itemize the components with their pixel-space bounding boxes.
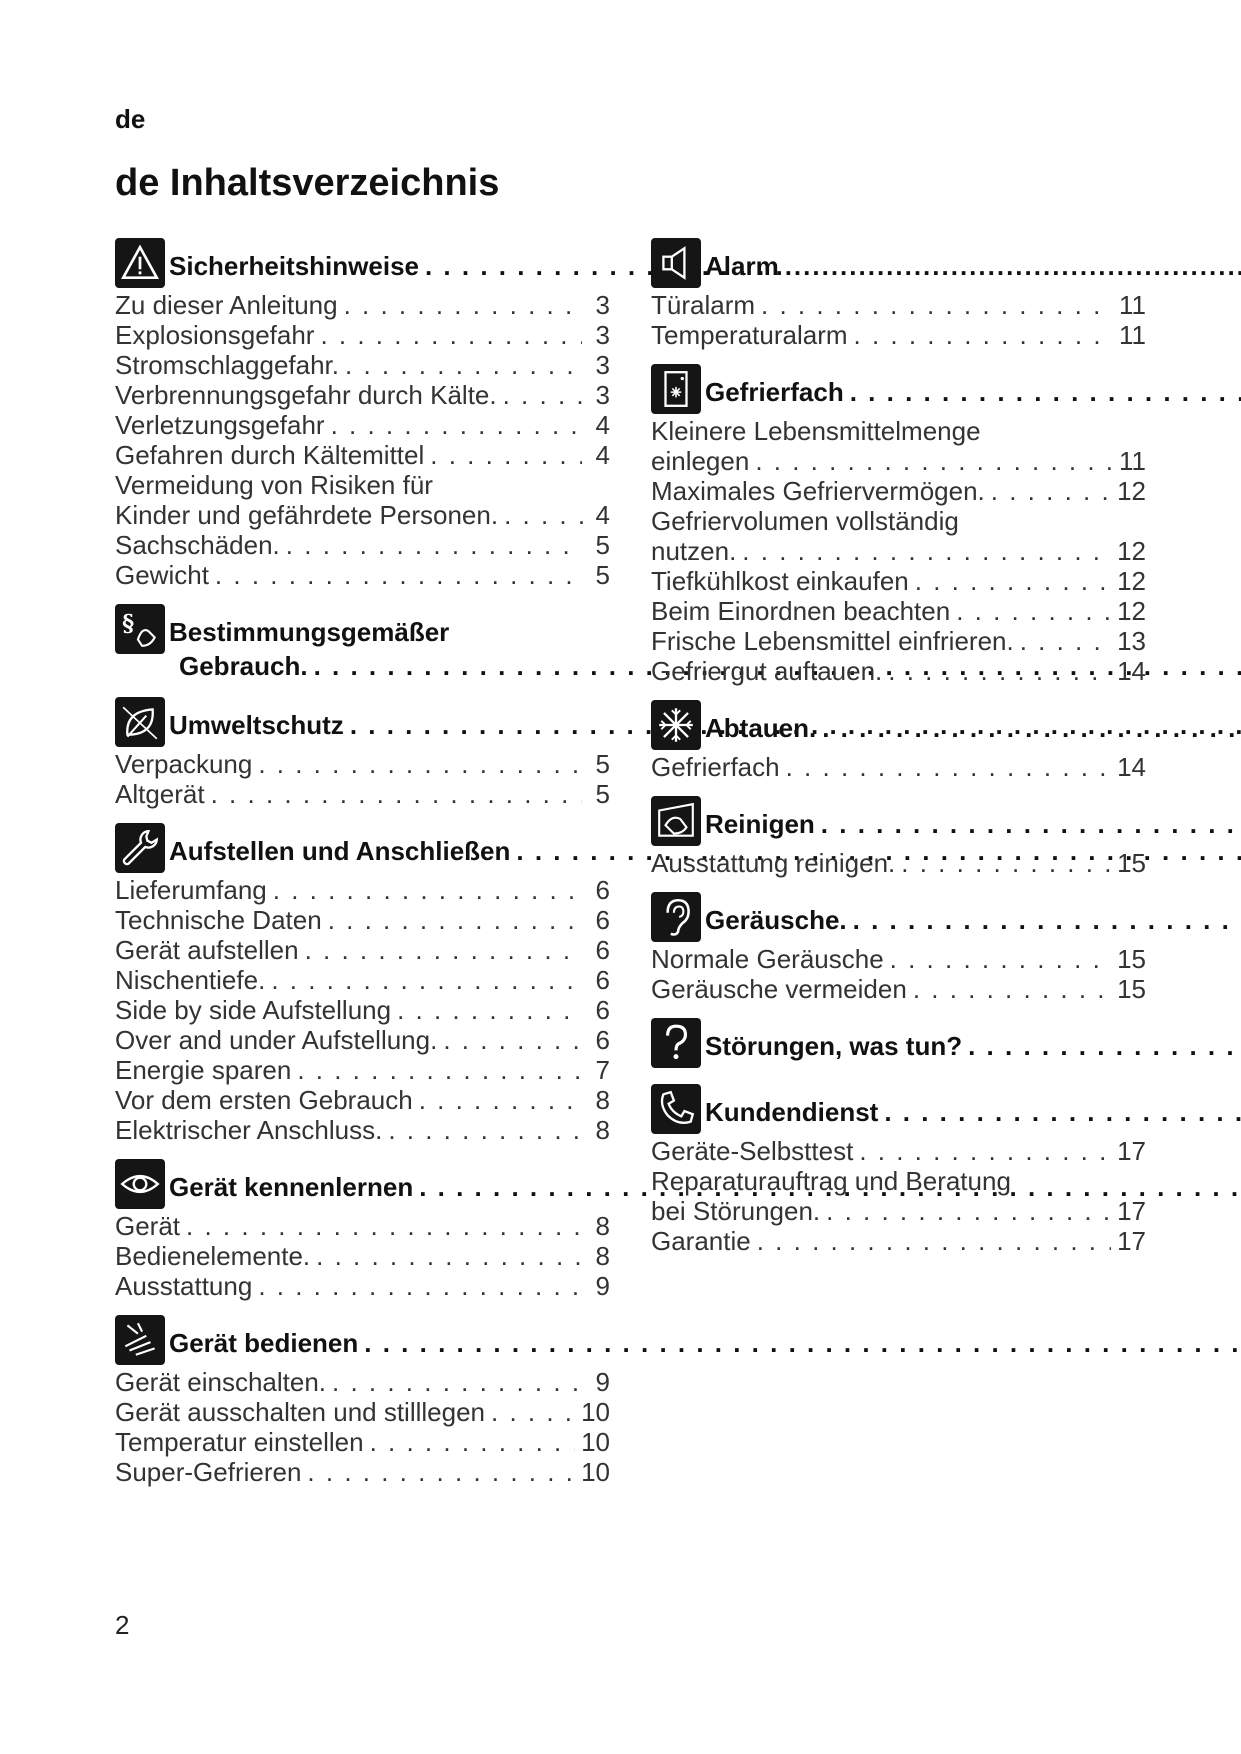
toc-entry-page: 8 — [595, 1115, 610, 1145]
leader-dots — [822, 711, 1241, 745]
toc-entry[interactable] — [115, 1241, 610, 1271]
toc-entry-page: 17 — [1117, 1226, 1146, 1256]
toc-entry-page: 5 — [595, 530, 610, 560]
toc-section-title: Reinigen — [705, 809, 815, 839]
svg-text:§: § — [122, 610, 135, 638]
toc-entry-list — [651, 1136, 1146, 1256]
leader-dots — [757, 1226, 1111, 1256]
toc-entry[interactable] — [115, 1397, 610, 1427]
leader-dots — [742, 536, 1111, 566]
toc-entry-list — [115, 290, 610, 590]
toc-section-heading[interactable] — [651, 364, 1146, 416]
toc-section-heading[interactable] — [651, 238, 1146, 290]
toc-entry[interactable] — [651, 1166, 1146, 1226]
ear-icon — [651, 892, 701, 942]
toc-entry-page: 4 — [595, 500, 610, 530]
toc-entry-text: Explosionsgefahr — [115, 320, 315, 350]
toc-entry-text: Verpackung — [115, 749, 253, 779]
toc-entry-text: Nischentiefe. — [115, 965, 266, 995]
toc-entry[interactable] — [115, 290, 610, 320]
toc-entry-text: Temperatur einstellen — [115, 1427, 364, 1457]
toc-section — [651, 1018, 1146, 1070]
toc-entry[interactable] — [651, 416, 1146, 476]
snowflake-icon — [651, 700, 701, 750]
toc-section — [651, 364, 1146, 686]
leader-dots — [332, 1367, 582, 1397]
toc-entry[interactable] — [651, 1226, 1146, 1256]
toc-entry-text: Gerät ausschalten und stilllegen — [115, 1397, 486, 1427]
toc-section-title: Geräusche. — [705, 905, 847, 935]
toc-entry-page: 6 — [595, 875, 610, 905]
toc-entry-page: 3 — [595, 320, 610, 350]
toc-entry-text: Super-Gefrieren — [115, 1457, 302, 1487]
toc-entry-text-cont: Kinder und gefährdete Personen. — [115, 500, 499, 530]
toc-entry-text: Altgerät — [115, 779, 205, 809]
toc-entry-text: Geräte-Selbsttest — [651, 1136, 854, 1166]
toc-entry-text: Vor dem ersten Gebrauch — [115, 1085, 413, 1115]
toc-entry-text: Verletzungsgefahr — [115, 410, 325, 440]
toc-entry-page: 17 — [1117, 1136, 1146, 1166]
toc-entry-page: 7 — [595, 1055, 610, 1085]
toc-entry[interactable] — [651, 566, 1146, 596]
toc-entry-page: 15 — [1117, 848, 1146, 878]
toc-section — [651, 1084, 1146, 1256]
cleaning-hand-icon — [651, 796, 701, 846]
leader-dots — [821, 807, 1241, 841]
toc-entry-page: 3 — [595, 380, 610, 410]
leader-dots — [761, 290, 1113, 320]
toc-entry[interactable] — [115, 905, 610, 935]
toc-entry-text: Frische Lebensmittel einfrieren. — [651, 626, 1014, 656]
toc-entry-page: 15 — [1117, 944, 1146, 974]
toc-entry-list — [651, 944, 1146, 1004]
toc-entry[interactable] — [115, 410, 610, 440]
toc-entry-text: Gerät — [115, 1211, 181, 1241]
toc-entry-text: Gefrierfach — [651, 752, 780, 782]
toc-entry-page: 13 — [1117, 626, 1146, 656]
toc-entry-text: Ausstattung — [115, 1271, 253, 1301]
toc-entry-page: 11 — [1119, 290, 1146, 320]
toc-entry[interactable] — [115, 1367, 610, 1397]
toc-entry-text: Elektrischer Anschluss. — [115, 1115, 383, 1145]
toc-entry-text: Gerät einschalten. — [115, 1367, 327, 1397]
toc-entry-list — [115, 875, 610, 1145]
toc-entry-text: Beim Einordnen beachten — [651, 596, 951, 626]
leader-dots — [786, 752, 1111, 782]
toc-entry[interactable] — [115, 995, 610, 1025]
toc-entry-text: Lieferumfang — [115, 875, 267, 905]
toc-entry-list — [115, 749, 610, 809]
toc-entry-page: 10 — [581, 1397, 610, 1427]
toc-entry-text: Stromschlaggefahr. — [115, 350, 340, 380]
toc-entry-text: Kleinere Lebensmittelmenge — [651, 416, 981, 446]
wrench-icon — [115, 823, 165, 873]
leader-dots — [271, 965, 582, 995]
toc-entry-text: Maximales Gefriervermögen. — [651, 476, 985, 506]
toc-entry-page: 10 — [581, 1457, 610, 1487]
leader-dots — [388, 1115, 582, 1145]
toc-section-title: Gerät kennenlernen — [169, 1172, 414, 1202]
toc-entry-page: 12 — [1117, 536, 1146, 566]
leader-dots — [211, 779, 582, 809]
toc-entry-text: Gefriervolumen vollständig — [651, 506, 959, 536]
question-icon — [651, 1018, 701, 1068]
toc-entry[interactable] — [115, 470, 610, 530]
leader-dots — [305, 935, 582, 965]
toc-section-heading[interactable] — [115, 238, 610, 290]
toc-section-heading[interactable] — [651, 700, 1146, 752]
toc-entry[interactable] — [651, 656, 1146, 686]
leader-dots — [297, 1055, 582, 1085]
leader-dots — [826, 1196, 1111, 1226]
toc-section — [115, 1315, 610, 1487]
freezer-icon — [651, 364, 701, 414]
leader-dots — [316, 1241, 582, 1271]
leader-dots — [991, 476, 1111, 506]
toc-section-title: Bestimmungsgemäßer — [169, 617, 450, 647]
toc-entry[interactable] — [115, 1085, 610, 1115]
toc-entry[interactable] — [651, 848, 1146, 878]
toc-entry-text: Technische Daten — [115, 905, 322, 935]
paragraph-hand-icon — [115, 604, 165, 654]
toc-entry[interactable] — [115, 320, 610, 350]
toc-entry-text: Temperaturalarm — [651, 320, 848, 350]
eye-icon — [115, 1159, 165, 1209]
toc-section-heading[interactable] — [651, 892, 1146, 944]
toc-entry[interactable] — [115, 1055, 610, 1085]
toc-section-title: Sicherheitshinweise — [169, 251, 419, 281]
toc-entry[interactable] — [115, 560, 610, 590]
toc-entry-page: 14 — [1117, 656, 1146, 686]
leaf-icon — [115, 697, 165, 747]
toc-entry-page: 6 — [595, 1025, 610, 1055]
toc-entry[interactable] — [651, 626, 1146, 656]
toc-section-heading[interactable] — [115, 604, 610, 683]
leader-dots — [785, 249, 1241, 283]
toc-entry-list — [651, 752, 1146, 782]
leader-dots — [419, 1085, 582, 1115]
toc-entry-page: 9 — [595, 1271, 610, 1301]
toc-entry-page: 4 — [595, 410, 610, 440]
leader-dots — [854, 320, 1113, 350]
toc-entry-page: 6 — [595, 995, 610, 1025]
toc-entry-text: Ausstattung reinigen. — [651, 848, 896, 878]
leader-dots — [850, 375, 1241, 409]
toc-entry[interactable] — [651, 752, 1146, 782]
leader-dots — [273, 875, 582, 905]
toc-section-heading[interactable] — [115, 1159, 610, 1211]
toc-entry[interactable] — [651, 290, 1146, 320]
toc-section — [651, 796, 1146, 878]
toc-entry-list — [651, 416, 1146, 686]
toc-entry-list — [651, 848, 1146, 878]
toc-section — [115, 238, 610, 590]
speaker-icon — [651, 238, 701, 288]
toc-entry[interactable] — [115, 1457, 610, 1487]
leader-dots — [370, 1427, 576, 1457]
toc-section-title: Störungen, was tun? — [705, 1031, 963, 1061]
toc-section-title: Alarm — [705, 251, 779, 281]
leader-dots — [443, 1025, 582, 1055]
leader-dots — [913, 974, 1111, 1004]
toc-section-title: Gefrierfach — [705, 377, 844, 407]
leader-dots — [215, 560, 582, 590]
toc-entry[interactable] — [115, 1115, 610, 1145]
toc-entry-page: 12 — [1117, 566, 1146, 596]
toc-entry-page: 11 — [1119, 446, 1146, 476]
leader-dots — [344, 290, 582, 320]
toc-entry-text: Gefriergut auftauen. — [651, 656, 883, 686]
toc-entry-text: Energie sparen — [115, 1055, 292, 1085]
toc-entry[interactable] — [115, 380, 610, 410]
toc-entry[interactable] — [115, 935, 610, 965]
toc-entry-text: Gewicht — [115, 560, 209, 590]
toc-entry[interactable] — [115, 530, 610, 560]
toc-section — [115, 604, 610, 683]
toc-section — [115, 823, 610, 1145]
toc-section — [651, 892, 1146, 1004]
leader-dots — [364, 1326, 1241, 1360]
toc-entry-text: Gerät aufstellen — [115, 935, 299, 965]
leader-dots — [328, 905, 582, 935]
toc-entry[interactable] — [115, 1271, 610, 1301]
leader-dots — [320, 320, 582, 350]
leader-dots — [504, 500, 589, 530]
leader-dots — [956, 596, 1111, 626]
leader-dots — [888, 656, 1111, 686]
toc-entry[interactable] — [651, 1136, 1146, 1166]
toc-entry[interactable] — [115, 779, 610, 809]
toc-section-title: Abtauen. — [705, 713, 817, 743]
toc-entry-text-cont: nutzen. — [651, 536, 737, 566]
toc-section-title: Gerät bedienen — [169, 1328, 359, 1358]
toc-section-heading[interactable] — [115, 1315, 610, 1367]
toc-entry-page: 17 — [1117, 1196, 1146, 1226]
leader-dots — [884, 1095, 1241, 1129]
leader-dots — [859, 1136, 1111, 1166]
toc-entry-text-cont: einlegen — [651, 446, 750, 476]
toc-entry[interactable] — [651, 476, 1146, 506]
toc-entry-text: Reparaturauftrag und Beratung — [651, 1166, 1011, 1196]
toc-entry-page: 3 — [595, 290, 610, 320]
leader-dots — [331, 410, 582, 440]
toc-column-left — [115, 238, 610, 1501]
hand-press-icon — [115, 1315, 165, 1365]
toc-section-title-cont: Gebrauch. — [179, 651, 308, 681]
toc-entry-page: 11 — [1119, 320, 1146, 350]
toc-entry[interactable] — [115, 1211, 610, 1241]
leader-dots — [430, 440, 582, 470]
toc-entry-page: 5 — [595, 749, 610, 779]
toc-entry-text: Geräusche vermeiden — [651, 974, 907, 1004]
toc-section-heading[interactable] — [115, 697, 610, 749]
leader-dots — [901, 848, 1111, 878]
toc-section-title: Umweltschutz — [169, 710, 344, 740]
toc-entry-page: 8 — [595, 1241, 610, 1271]
toc-section-heading[interactable] — [651, 1018, 1146, 1070]
toc-section-heading[interactable] — [115, 823, 610, 875]
leader-dots — [345, 350, 582, 380]
toc-entry-text: Zu dieser Anleitung — [115, 290, 338, 320]
toc-entry-text: Over and under Aufstellung. — [115, 1025, 438, 1055]
toc-entry-page: 8 — [595, 1085, 610, 1115]
leader-dots — [286, 530, 582, 560]
toc-entry-text: Gefahren durch Kältemittel — [115, 440, 425, 470]
toc-column-right — [651, 238, 1146, 1270]
toc-entry-text-cont: bei Störungen. — [651, 1196, 821, 1226]
toc-entry[interactable] — [651, 974, 1146, 1004]
leader-dots — [186, 1211, 582, 1241]
leader-dots — [503, 380, 582, 410]
toc-entry-page: 5 — [595, 779, 610, 809]
toc-entry-page: 4 — [595, 440, 610, 470]
leader-dots — [968, 1029, 1241, 1063]
toc-entry-page: 3 — [595, 350, 610, 380]
toc-entry-text: Side by side Aufstellung — [115, 995, 392, 1025]
toc-entry-page: 14 — [1117, 752, 1146, 782]
language-label: de — [115, 104, 146, 134]
toc-entry-text: Bedienelemente. — [115, 1241, 311, 1271]
leader-dots — [397, 995, 582, 1025]
toc-section-title: Aufstellen und Anschließen — [169, 836, 511, 866]
toc-entry-page: 9 — [595, 1367, 610, 1397]
toc-entry-list — [115, 1211, 610, 1301]
toc-entry[interactable] — [115, 350, 610, 380]
leader-dots — [755, 446, 1113, 476]
toc-entry-text: Tiefkühlkost einkaufen — [651, 566, 909, 596]
toc-entry-text: Normale Geräusche — [651, 944, 884, 974]
toc-entry-page: 6 — [595, 965, 610, 995]
warning-triangle-icon — [115, 238, 165, 288]
leader-dots — [890, 944, 1111, 974]
toc-section — [115, 697, 610, 809]
leader-dots — [1020, 626, 1111, 656]
toc-entry[interactable] — [115, 749, 610, 779]
leader-dots — [853, 903, 1241, 937]
toc-entry[interactable] — [115, 440, 610, 470]
toc-entry[interactable] — [651, 506, 1146, 566]
leader-dots — [491, 1397, 575, 1427]
toc-entry[interactable] — [651, 596, 1146, 626]
toc-entry[interactable] — [115, 1025, 610, 1055]
toc-section-heading[interactable] — [651, 1084, 1146, 1136]
leader-dots — [258, 1271, 582, 1301]
toc-entry-page: 12 — [1117, 596, 1146, 626]
toc-section-heading[interactable] — [651, 796, 1146, 848]
phone-icon — [651, 1084, 701, 1134]
toc-entry-page: 6 — [595, 935, 610, 965]
toc-entry-page: 10 — [581, 1427, 610, 1457]
leader-dots — [915, 566, 1111, 596]
toc-entry-text: Verbrennungsgefahr durch Kälte. — [115, 380, 497, 410]
toc-entry-page: 6 — [595, 905, 610, 935]
toc-entry-page: 15 — [1117, 974, 1146, 1004]
toc-entry[interactable] — [115, 1427, 610, 1457]
toc-section-title: Kundendienst — [705, 1097, 879, 1127]
page-number: 2 — [115, 1610, 130, 1640]
toc-entry-text: Sachschäden. — [115, 530, 280, 560]
leader-dots — [258, 749, 582, 779]
toc-entry-list — [115, 1367, 610, 1487]
toc-entry-text: Türalarm — [651, 290, 756, 320]
toc-entry-page: 8 — [595, 1211, 610, 1241]
toc-entry[interactable] — [115, 965, 610, 995]
toc-entry[interactable] — [651, 944, 1146, 974]
toc-section — [115, 1159, 610, 1301]
toc-entry-page: 12 — [1117, 476, 1146, 506]
toc-entry[interactable] — [651, 320, 1146, 350]
toc-section — [651, 238, 1146, 350]
toc-entry[interactable] — [115, 875, 610, 905]
leader-dots — [307, 1457, 575, 1487]
toc-section — [651, 700, 1146, 782]
page-title: de Inhaltsverzeichnis — [115, 162, 500, 204]
toc-entry-text: Vermeidung von Risiken für — [115, 470, 433, 500]
toc-entry-page: 5 — [595, 560, 610, 590]
toc-entry-list — [651, 290, 1146, 350]
toc-entry-text: Garantie — [651, 1226, 751, 1256]
